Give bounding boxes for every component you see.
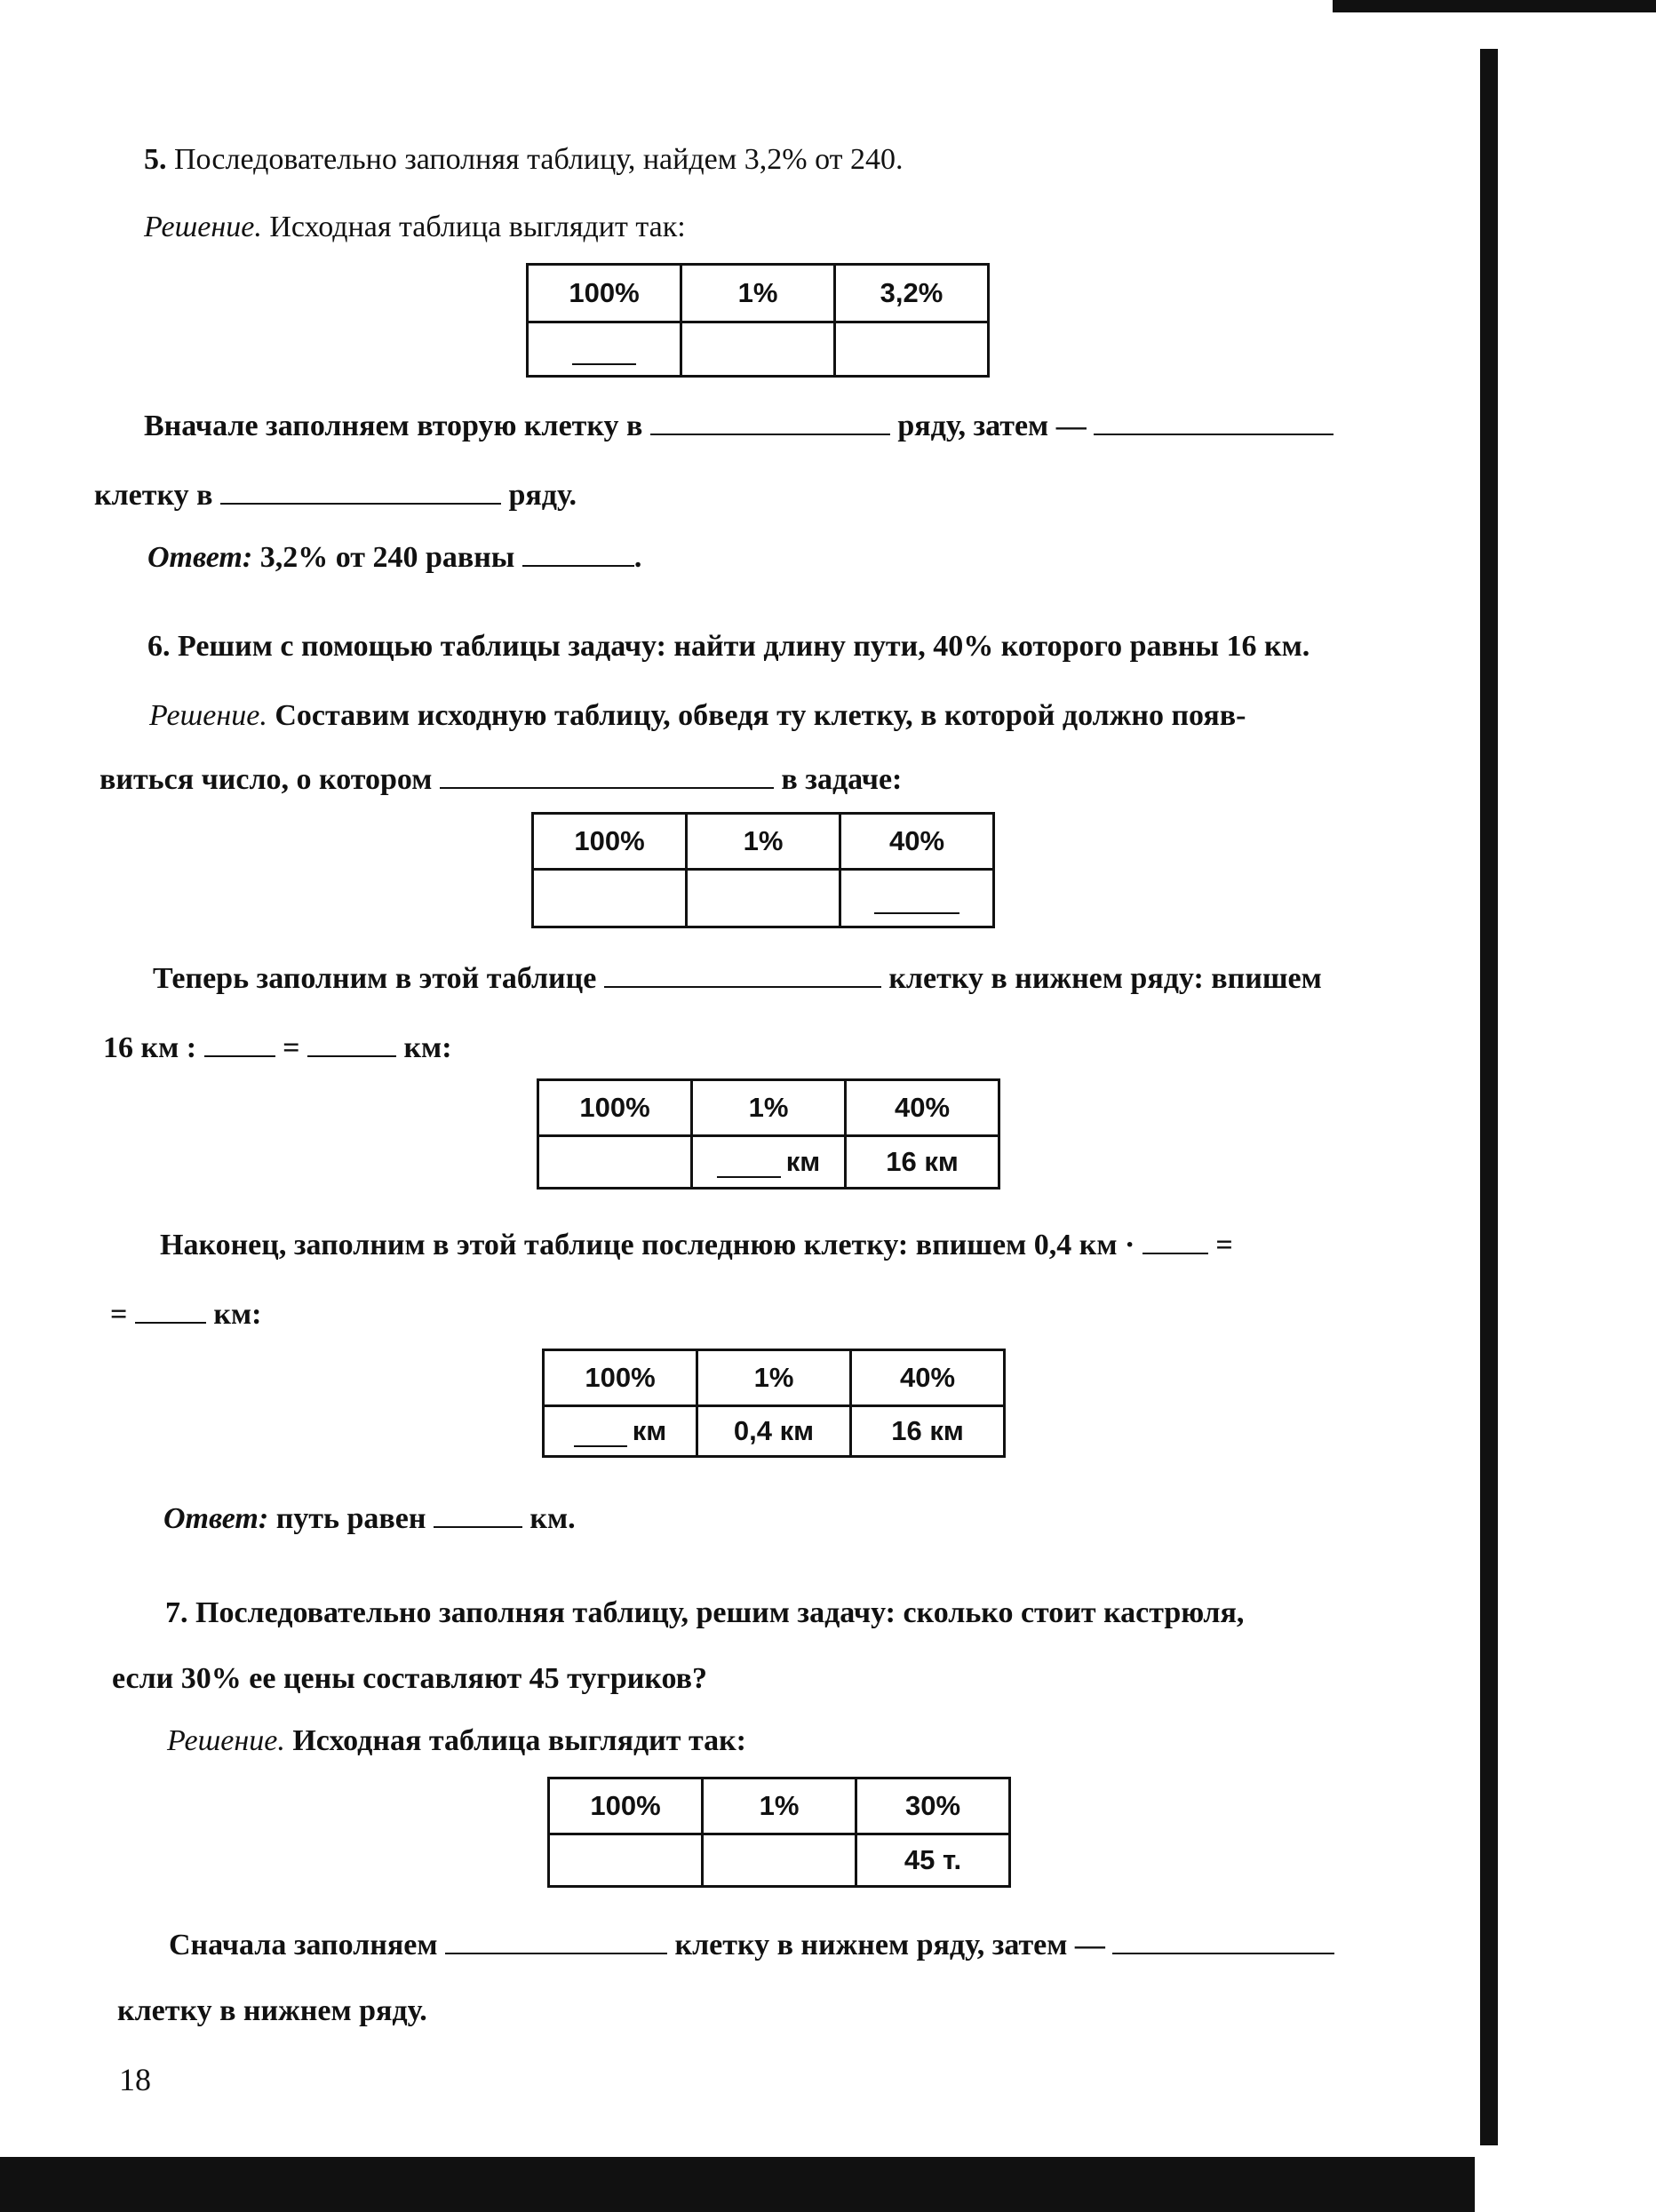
answer-blank [604, 959, 881, 988]
table-row [549, 1778, 1010, 1834]
table-row [549, 1834, 1010, 1887]
answer-blank [522, 538, 634, 567]
task6-table2 [537, 1078, 1000, 1190]
text-span: путь равен [275, 1502, 426, 1535]
text-span: в задаче: [781, 763, 903, 796]
table-row [528, 265, 989, 322]
task7-number: 7. [165, 1596, 188, 1629]
text-span: Вначале заполняем вторую клетку в [144, 410, 643, 442]
task5-solution-label: Решение. [144, 211, 262, 243]
task6-step3-line2 [110, 1295, 261, 1333]
task5-answer [147, 538, 641, 576]
text-span: клетку в нижнем ряду: впишем [888, 962, 1322, 995]
task7-fill-line2 [117, 1993, 427, 2029]
table-cell: 1% [697, 1350, 851, 1406]
table-row [533, 870, 994, 927]
table-cell: 40% [840, 814, 994, 870]
text-span: клетку в нижнем ряду. [117, 1994, 427, 2027]
task7-table [547, 1777, 1011, 1888]
task6-solution-line2 [100, 760, 902, 798]
text-span: = [283, 1031, 300, 1064]
table-row [528, 322, 989, 377]
table-cell: 40% [851, 1350, 1005, 1406]
answer-blank [440, 760, 774, 789]
table-cell-blank [840, 870, 994, 927]
answer-blank [307, 1029, 396, 1057]
table-cell: 16 км [846, 1136, 999, 1189]
answer-blank [1094, 407, 1334, 435]
table-cell [681, 322, 835, 377]
answer-blank [1142, 1226, 1208, 1254]
task5-title [144, 142, 903, 178]
table-cell: 100% [533, 814, 687, 870]
table-cell [692, 1136, 846, 1189]
task6-title [147, 629, 1310, 664]
answer-blank [650, 407, 890, 435]
task6-step2-line1 [153, 959, 1322, 997]
task6-number: 6. [147, 630, 171, 663]
table-row [538, 1136, 999, 1189]
text-span: ряду, затем — [897, 410, 1087, 442]
table-cell: 1% [692, 1080, 846, 1136]
task6-solution-label: Решение. [149, 699, 267, 732]
text-span: км: [403, 1031, 452, 1064]
task6-answer [163, 1500, 576, 1537]
task5-solution-text: Исходная таблица выглядит так: [269, 211, 686, 243]
table-cell: 1% [687, 814, 840, 870]
table-cell [538, 1136, 692, 1189]
table-cell: 100% [528, 265, 681, 322]
answer-blank [1112, 1926, 1334, 1954]
table-cell: 45 т. [856, 1834, 1010, 1887]
table-cell [687, 870, 840, 927]
task5-number: 5. [144, 143, 167, 176]
task5-fill-line1 [144, 407, 1334, 444]
text-span: если 30% ее цены составляют 45 тугриков? [112, 1662, 708, 1695]
table-row [544, 1406, 1005, 1457]
scan-edge-bottom [0, 2157, 1475, 2212]
scan-edge-right [1480, 49, 1498, 2145]
text-span: клетку в нижнем ряду, затем — [674, 1929, 1105, 1961]
task6-table1 [531, 812, 995, 928]
task6-step3-line1 [160, 1226, 1233, 1263]
table-cell: 16 км [851, 1406, 1005, 1457]
text-span: км [785, 1146, 821, 1177]
task5-table [526, 263, 990, 378]
table-cell: 100% [549, 1778, 703, 1834]
text-span: ряду. [508, 479, 577, 512]
answer-label: Ответ: [163, 1502, 269, 1535]
task7-title-line2 [112, 1661, 707, 1697]
answer-blank [135, 1295, 206, 1324]
task7-title-text: Последовательно заполняя таблицу, решим задачу: сколько стоит кастрюля, [195, 1596, 1245, 1629]
task7-title-line1 [165, 1595, 1244, 1631]
table-cell: 100% [538, 1080, 692, 1136]
text-span: = [110, 1298, 128, 1331]
answer-blank [434, 1500, 522, 1528]
answer-label: Ответ: [147, 541, 253, 574]
answer-blank [204, 1029, 275, 1057]
table-row [538, 1080, 999, 1136]
text-span: . [633, 541, 642, 574]
task5-solution [144, 210, 686, 245]
task6-step2-line2 [103, 1029, 452, 1066]
task7-solution-label: Решение. [167, 1724, 285, 1757]
text-span: км [632, 1415, 667, 1446]
task6-table3 [542, 1349, 1006, 1458]
task7-solution [167, 1723, 746, 1759]
text-span: Исходная таблица выглядит так: [292, 1724, 746, 1757]
text-span: км. [529, 1502, 576, 1535]
table-cell [703, 1834, 856, 1887]
table-row [533, 814, 994, 870]
table-cell: 3,2% [835, 265, 989, 322]
table-row [544, 1350, 1005, 1406]
text-span: = [1215, 1229, 1233, 1261]
text-span: Наконец, заполним в этой таблице последнюю клетку: впишем 0,4 км · [160, 1229, 1135, 1261]
task5-fill-line2 [94, 476, 577, 513]
table-cell: 40% [846, 1080, 999, 1136]
scan-edge-top [1333, 0, 1656, 12]
answer-blank [220, 476, 501, 505]
table-cell [533, 870, 687, 927]
text-span: Теперь заполним в этой таблице [153, 962, 597, 995]
task7-fill-line1 [169, 1926, 1334, 1963]
text-span: 3,2% от 240 равны [259, 541, 515, 574]
table-cell: 30% [856, 1778, 1010, 1834]
task6-title-text: Решим с помощью таблицы задачу: найти длину пути, 40% которого равны 16 км. [178, 630, 1310, 663]
table-cell [549, 1834, 703, 1887]
text-span: виться число, о котором [100, 763, 433, 796]
table-cell [835, 322, 989, 377]
page-number: 18 [119, 2062, 151, 2097]
text-span: км: [213, 1298, 262, 1331]
task5-title-text: Последовательно заполняя таблицу, найдем 3,2% от 240. [174, 143, 904, 176]
table-cell-blank [528, 322, 681, 377]
table-cell: 1% [681, 265, 835, 322]
text-span: 16 км : [103, 1031, 197, 1064]
text-span: Составим исходную таблицу, обведя ту клетку, в которой должно появ- [275, 699, 1246, 732]
task6-solution-line1 [149, 698, 1246, 734]
table-cell: 0,4 км [697, 1406, 851, 1457]
answer-blank [445, 1926, 667, 1954]
table-cell [544, 1406, 697, 1457]
table-cell: 1% [703, 1778, 856, 1834]
text-span: клетку в [94, 479, 213, 512]
text-span: Сначала заполняем [169, 1929, 438, 1961]
table-cell: 100% [544, 1350, 697, 1406]
